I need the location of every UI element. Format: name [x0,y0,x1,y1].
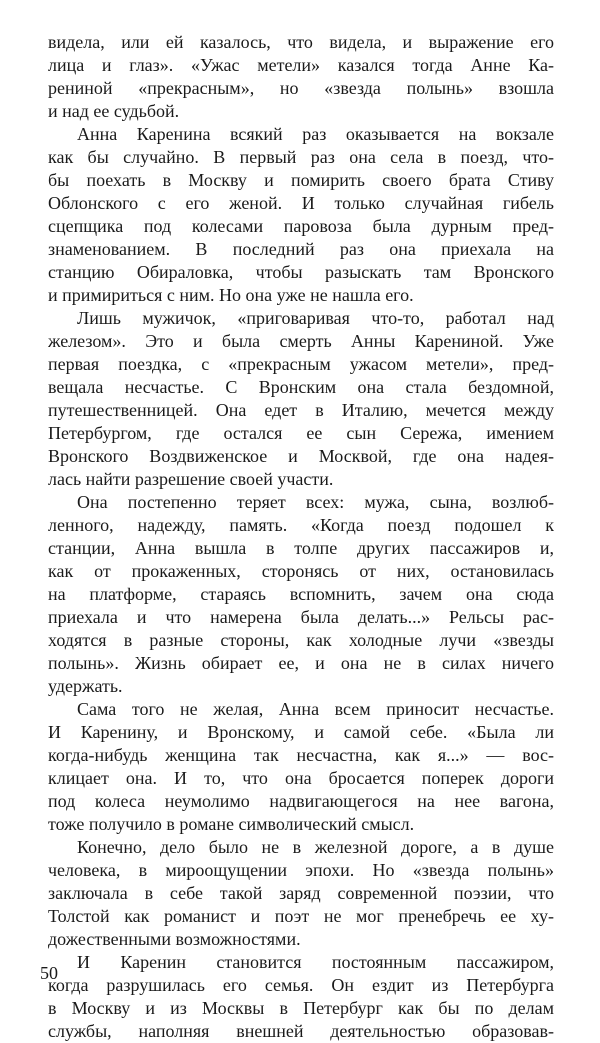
text-line: на платформе, стараясь вспомнить, зачем она сюда [48,584,554,604]
text-line: как от прокаженных, сторонясь от них, остановилась [48,561,554,581]
text-line: лица и глаз». «Ужас метели» казался тогда Анне Ка- [48,55,554,75]
text-line: Она постепенно теряет всех: мужа, сына, возлюб- [77,492,554,512]
text-line: Петербургом, где остался ее сын Сережа, имением [48,423,554,443]
text-line: тоже получило в романе символический смысл. [48,814,415,834]
text-line: станции, Анна вышла в толпе других пассажиров и, [48,538,554,558]
paragraph [48,31,554,123]
text-line: путешественницей. Она едет в Италию, мечется между [48,400,554,420]
text-line: станцию Обираловка, чтобы разыскать там Вронского [48,262,554,282]
text-line: приехала и что намерена была делать...» Рельсы рас- [48,607,554,627]
text-line: Облонского с его женой. И только случайная гибель [48,193,554,213]
text-line: рениной «прекрасным», но «звезда полынь» взошла [48,78,554,98]
text-line: когда разрушилась его семья. Он ездит из Петербурга [48,975,554,995]
text-line: знаменованием. В последний раз она приехала на [48,239,554,259]
text-line: Сама того не желая, Анна всем приносит несчастье. [77,699,554,719]
text-line: и над ее судьбой. [48,101,180,121]
text-line: видела, или ей казалось, что видела, и выражение его [48,32,554,52]
text-line: Толстой как романист и поэт не мог пренебречь ее ху- [48,906,554,926]
text-line: вещала несчастье. С Вронским она стала бездомной, [48,377,554,397]
text-line: первая поездка, с «прекрасным ужасом метели», пред- [48,354,554,374]
text-line: под колеса неумолимо надвигающегося на нее вагона, [48,791,554,811]
text-line: как бы случайно. В первый раз она села в поезд, что- [48,147,554,167]
text-line: когда-нибудь женщина так несчастна, как я...» — вос- [48,745,554,765]
text-line: Конечно, дело было не в железной дороге, а в душе [77,837,554,857]
text-line: полынь». Жизнь обирает ее, и она не в силах ничего [48,653,554,673]
page-number: 50 [40,963,58,983]
paragraph [48,836,554,951]
text-line: И Каренин становится постоянным пассажиром, [77,952,554,972]
paragraph [48,698,554,836]
text-line: удержать. [48,676,123,696]
text-line: железом». Это и была смерть Анны Карениной. Уже [48,331,554,351]
text-line: И Каренину, и Вронскому, и самой себе. «Была ли [48,722,554,742]
text-line: Лишь мужичок, «приговаривая что-то, работал над [77,308,554,328]
paragraph [48,491,554,698]
paragraph [48,951,554,1043]
text-line: бы поехать в Москву и помирить своего брата Стиву [48,170,554,190]
text-line: лась найти разрешение своей участи. [48,469,334,489]
text-line: ходятся в разные стороны, как холодные лучи «звезды [48,630,554,650]
paragraph [48,123,554,307]
text-line: Вронского Воздвиженское и Москвой, где она надея- [48,446,554,466]
text-line: человека, в мироощущении эпохи. Но «звезда полынь» [48,860,554,880]
text-line: дожественными возможностями. [48,929,301,949]
text-line: заключала в себе такой заряд современной поэзии, что [48,883,554,903]
text-line: ленного, надежду, память. «Когда поезд подошел к [48,515,554,535]
page-body-text [48,31,554,1043]
text-line: Анна Каренина всякий раз оказывается на вокзале [77,124,554,144]
text-line: сцепщика под колесами паровоза была дурным пред- [48,216,554,236]
text-line: и примириться с ним. Но она уже не нашла его. [48,285,414,305]
text-line: клицает она. И то, что она бросается поперек дороги [48,768,554,788]
text-line: службы, наполняя внешней деятельностью образовав- [48,1021,554,1041]
paragraph [48,307,554,491]
text-line: в Москву и из Москвы в Петербург как бы по делам [48,998,554,1018]
